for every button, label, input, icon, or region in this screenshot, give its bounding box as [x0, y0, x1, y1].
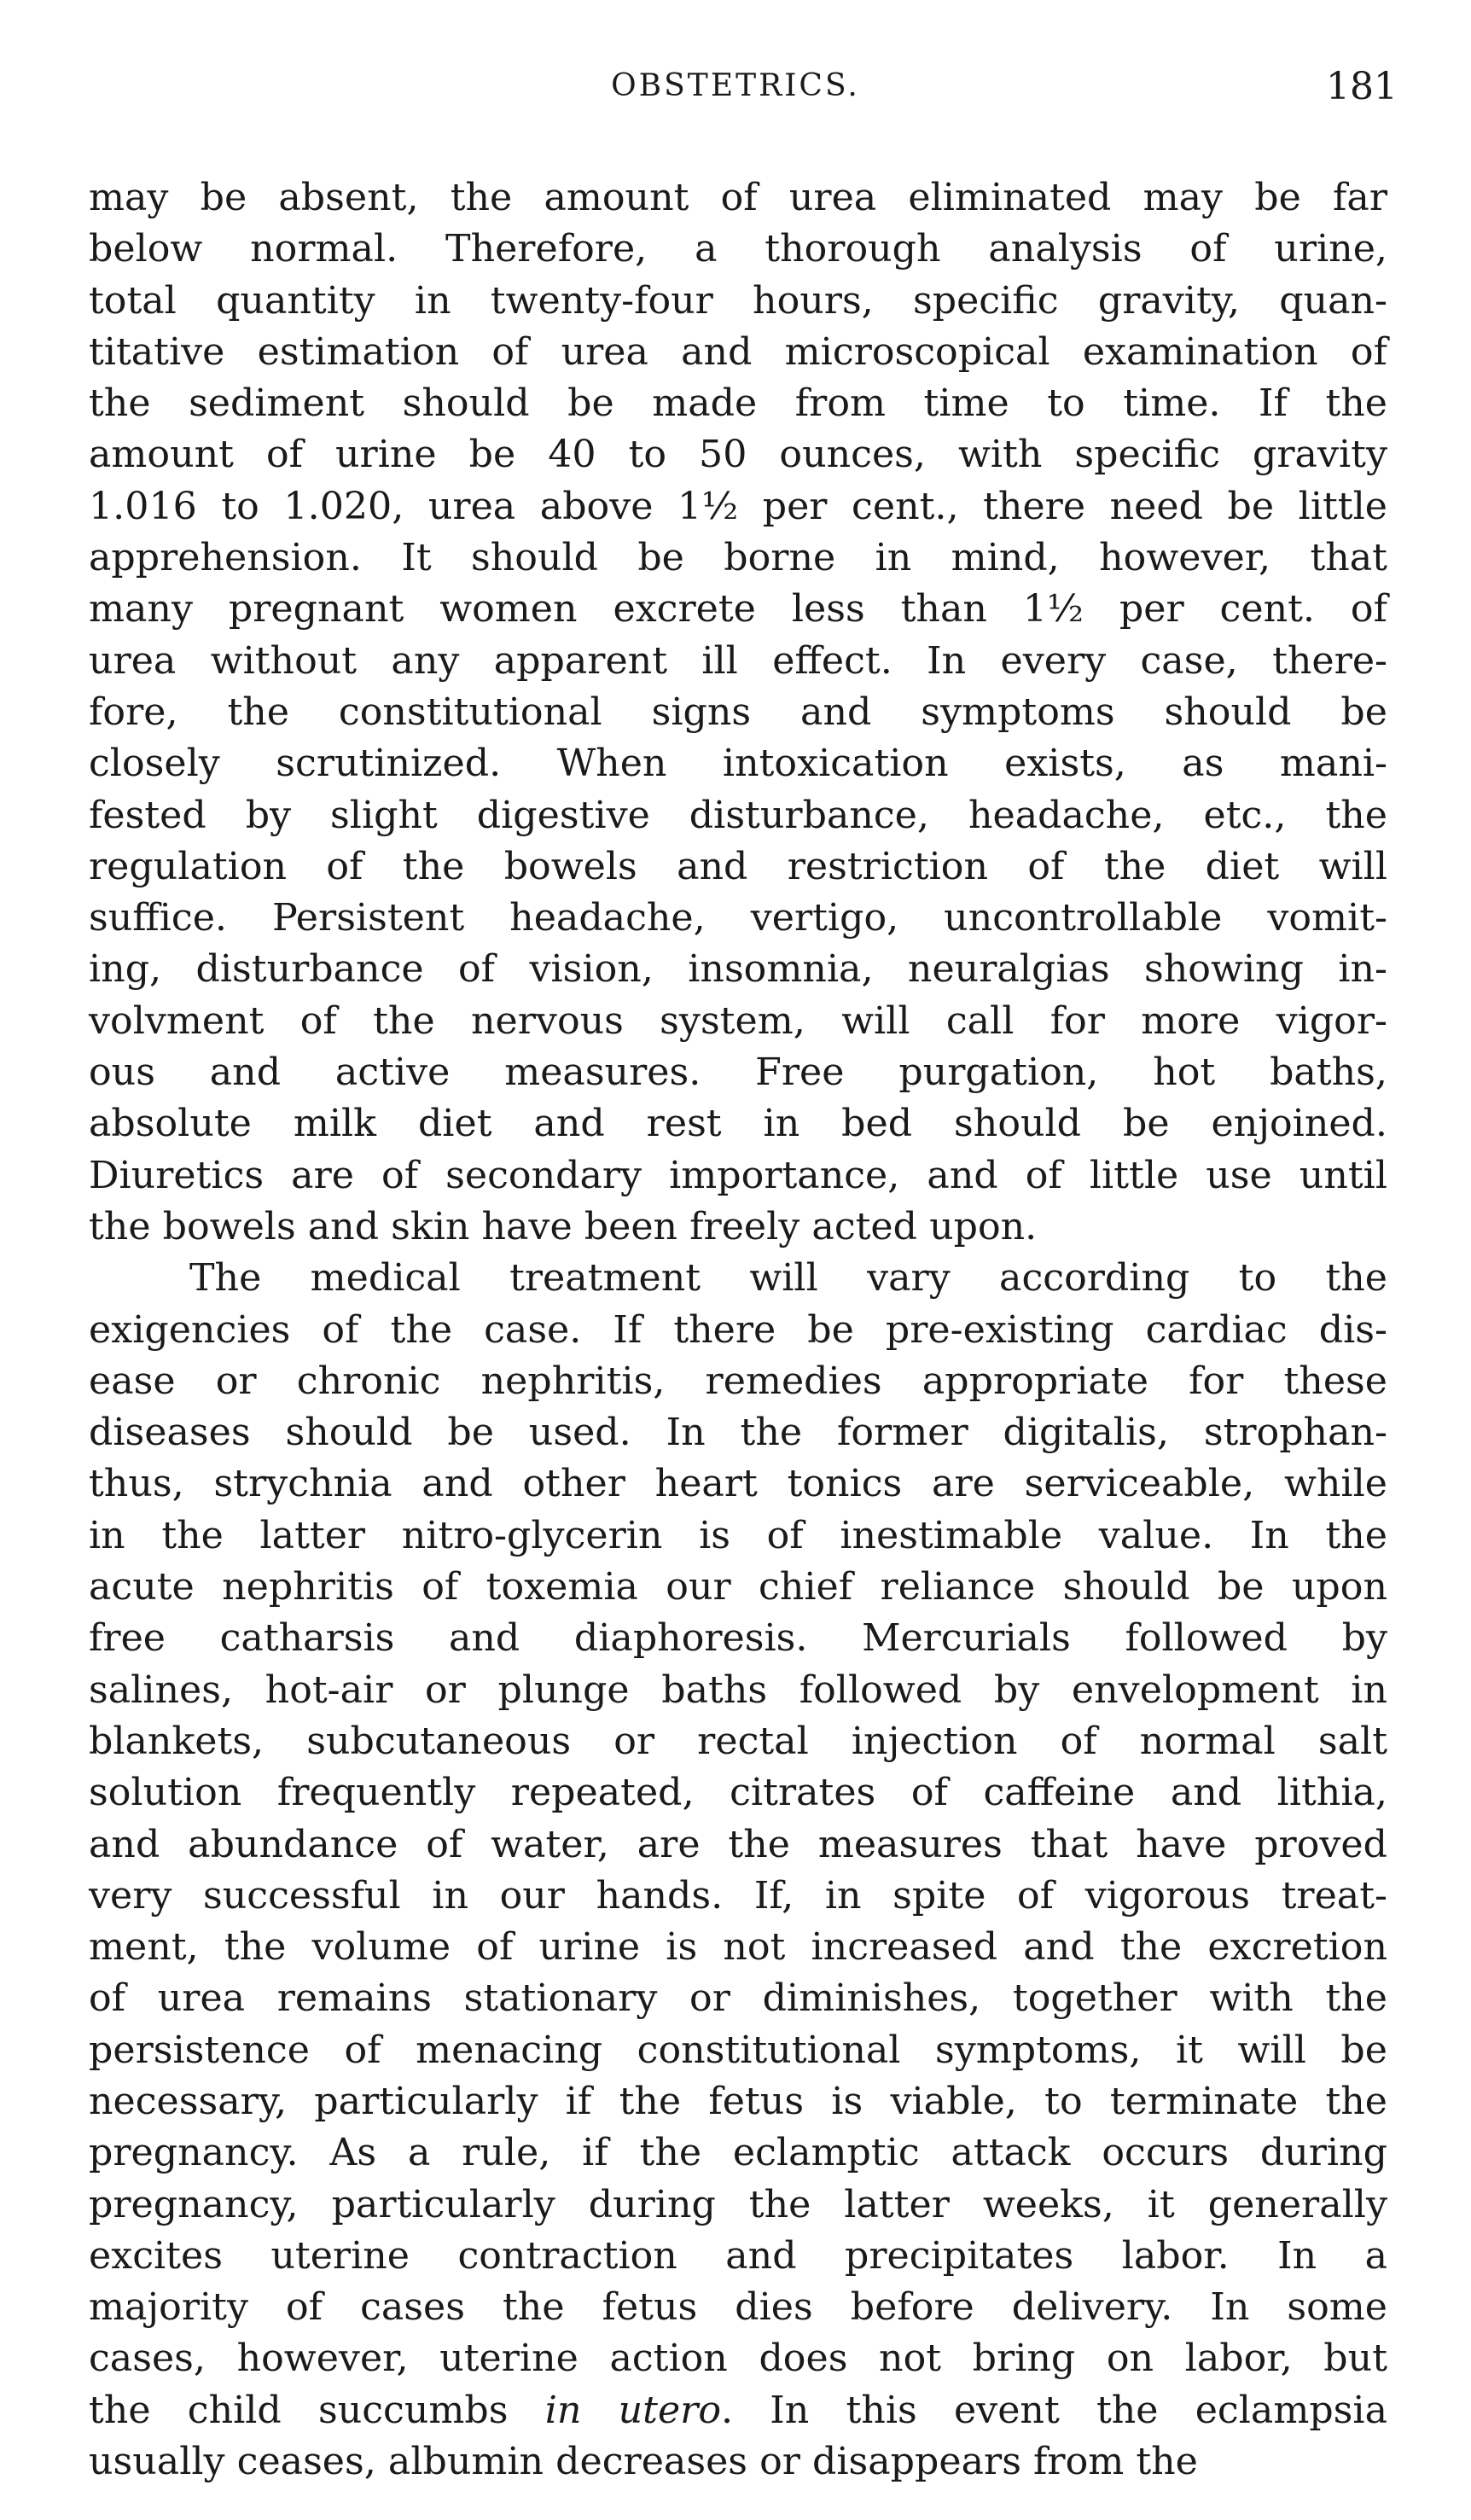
text-line: persistence of menacing constitutional symptoms, it will be: [89, 2028, 1387, 2072]
text-line: diseases should be used. In the former digitalis, strophan-: [89, 1411, 1387, 1455]
text-line: and abundance of water, are the measures that have proved: [89, 1822, 1387, 1866]
page-number: 181: [1326, 65, 1398, 108]
text-line: blankets, subcutaneous or rectal injection of normal salt: [89, 1719, 1387, 1763]
running-head: [0, 65, 1471, 119]
body-text: [89, 172, 1387, 2488]
text-line: cases, however, uterine action does not bring on labor, but: [89, 2337, 1387, 2381]
text-line: 1.016 to 1.020, urea above 1½ per cent., there need be little: [89, 484, 1387, 528]
paragraph: [89, 1253, 1387, 2488]
text-line: fore, the constitutional signs and symptoms should be: [89, 690, 1387, 734]
text-line: thus, strychnia and other heart tonics are serviceable, while: [89, 1462, 1387, 1506]
text-line: ease or chronic nephritis, remedies appropriate for these: [89, 1359, 1387, 1403]
text-line: closely scrutinized. When intoxication exists, as mani-: [89, 742, 1387, 786]
text-line: urea without any apparent ill effect. In every case, there-: [89, 638, 1387, 683]
text-line: may be absent, the amount of urea eliminated may be far: [89, 176, 1387, 219]
text-line: exigencies of the case. If there be pre-existing cardiac dis-: [89, 1307, 1387, 1352]
text-line: in the latter nitro-glycerin is of inestimable value. In the: [89, 1513, 1387, 1557]
text-line: suffice. Persistent headache, vertigo, uncontrollable vomit-: [89, 896, 1387, 940]
text-line: titative estimation of urea and microscopical examination of: [89, 329, 1387, 374]
text-line: amount of urine be 40 to 50 ounces, with specific gravity: [89, 433, 1387, 477]
text-line: absolute milk diet and rest in bed should be enjoined.: [89, 1102, 1387, 1146]
text-line: volvment of the nervous system, will call for more vigor-: [89, 998, 1387, 1043]
text-line: excites uterine contraction and precipitates labor. In a: [89, 2233, 1387, 2278]
text-line: ment, the volume of urine is not increased and the excretion: [89, 1925, 1387, 1970]
text-line: free catharsis and diaphoresis. Mercurials followed by: [89, 1616, 1387, 1661]
text-line: apprehension. It should be borne in mind, however, that: [89, 536, 1387, 580]
text-line: ing, disturbance of vision, insomnia, neuralgias showing in-: [89, 947, 1387, 992]
text-line: acute nephritis of toxemia our chief reliance should be upon: [89, 1565, 1387, 1609]
text-line: the bowels and skin have been freely acted upon.: [89, 1204, 1038, 1248]
text-line: very successful in our hands. If, in spite of vigorous treat-: [89, 1873, 1387, 1918]
text-line: below normal. Therefore, a thorough analysis of urine,: [89, 227, 1387, 271]
paragraph: [89, 172, 1387, 1253]
text-line: Diuretics are of secondary importance, and of little use until: [89, 1153, 1387, 1197]
italic-term: in utero: [544, 2388, 721, 2432]
text-line: the sediment should be made from time to time. If the: [89, 381, 1387, 426]
running-title: OBSTETRICS.: [611, 68, 860, 103]
text-line: majority of cases the fetus dies before delivery. In some: [89, 2285, 1387, 2330]
text-line: pregnancy, particularly during the latter weeks, it generally: [89, 2182, 1387, 2226]
text-line: solution frequently repeated, citrates of caffeine and lithia,: [89, 1771, 1387, 1815]
text-line: usually ceases, albumin decreases or disappears from the: [89, 2440, 1198, 2484]
text-line: pregnancy. As a rule, if the eclamptic attack occurs during: [89, 2131, 1387, 2175]
text-line: many pregnant women excrete less than 1½ per cent. of: [89, 587, 1387, 631]
text-line: regulation of the bowels and restriction of the diet will: [89, 844, 1387, 888]
text-line: fested by slight digestive disturbance, headache, etc., the: [89, 793, 1387, 837]
text-line: the child succumbs in utero. In this event the eclampsia: [89, 2388, 1387, 2432]
text-line: of urea remains stationary or diminishes, together with the: [89, 1976, 1387, 2021]
text-line: necessary, particularly if the fetus is viable, to terminate the: [89, 2079, 1387, 2123]
text-line: total quantity in twenty-four hours, specific gravity, quan-: [89, 278, 1387, 323]
text-line: The medical treatment will vary according to the: [189, 1256, 1387, 1301]
text-line: salines, hot-air or plunge baths followed by envelopment in: [89, 1667, 1387, 1712]
text-line: ous and active measures. Free purgation, hot baths,: [89, 1050, 1387, 1095]
